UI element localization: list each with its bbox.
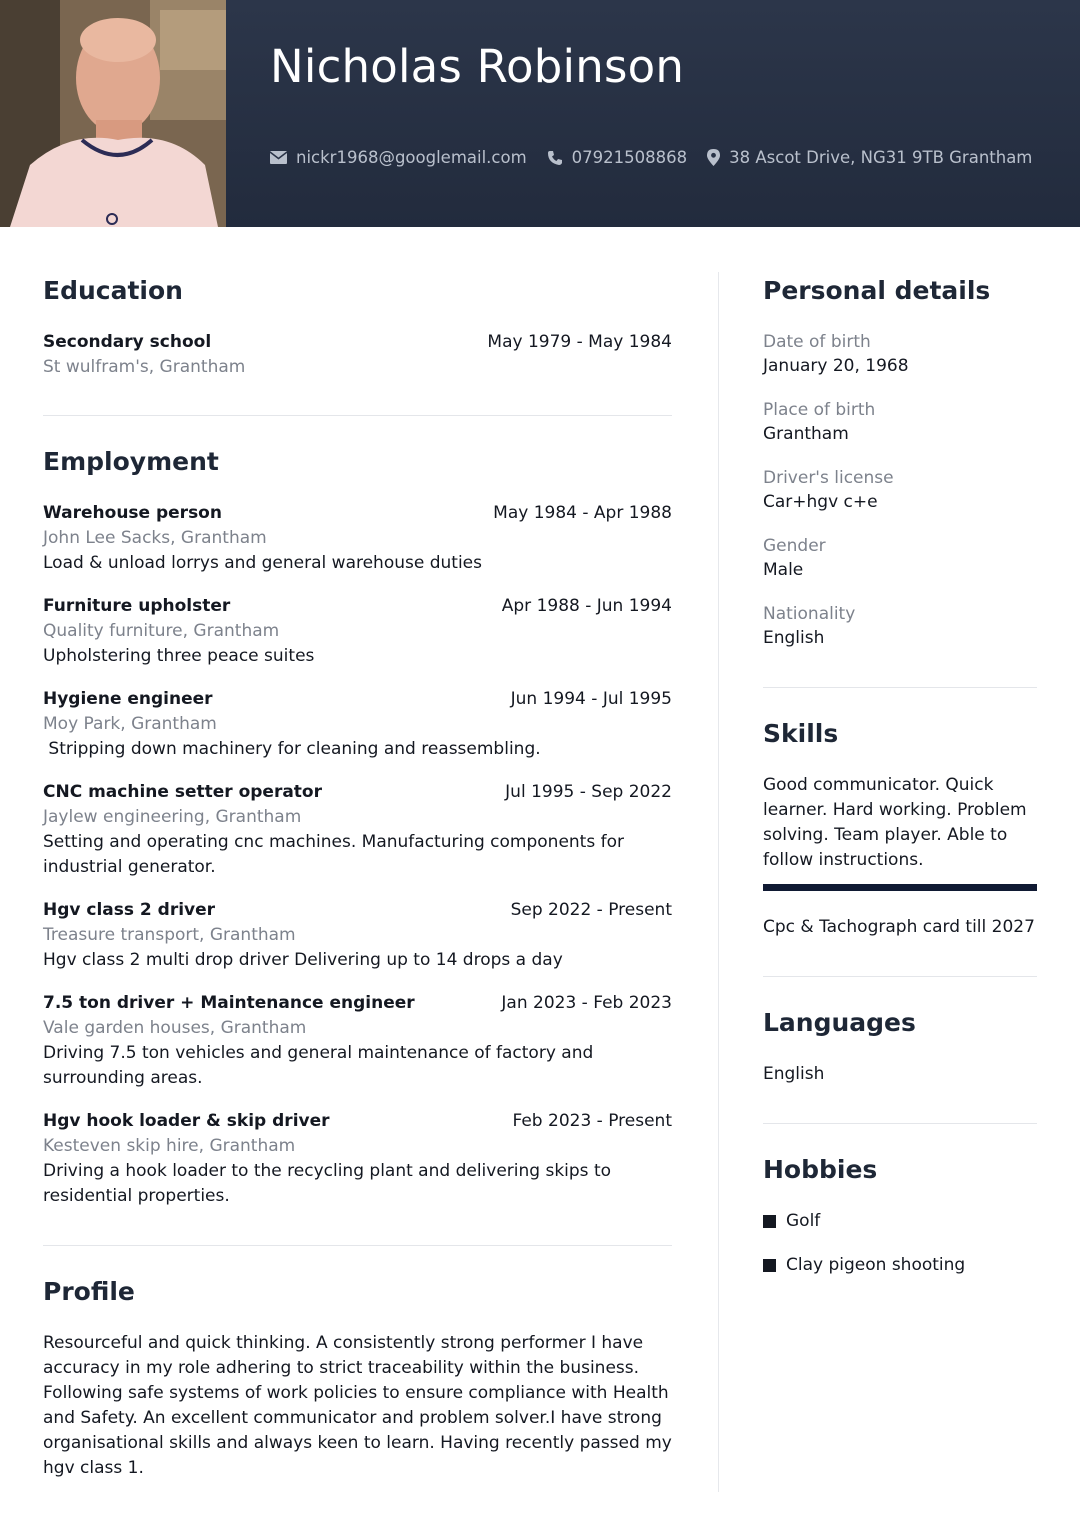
- job-dates: Feb 2023 - Present: [512, 1111, 672, 1131]
- detail-label: Date of birth: [763, 332, 871, 352]
- square-bullet-icon: [763, 1259, 776, 1272]
- job-title: Hgv class 2 driver: [43, 900, 216, 920]
- address-text: 38 Ascot Drive, NG31 9TB Grantham: [729, 148, 1033, 167]
- education-entry: [43, 330, 672, 380]
- job-description: Stripping down machinery for cleaning and reassembling.: [43, 739, 541, 759]
- envelope-icon: [270, 151, 287, 164]
- detail-item: [763, 466, 1037, 515]
- profile-section: [43, 1273, 672, 1481]
- sidebar-column: [763, 272, 1037, 1297]
- detail-item: [763, 398, 1037, 447]
- job-employer: Treasure transport, Grantham: [43, 925, 296, 945]
- job-dates: Apr 1988 - Jun 1994: [501, 596, 672, 616]
- skill-text: Cpc & Tachograph card till 2027: [763, 917, 1035, 937]
- detail-label: Place of birth: [763, 400, 876, 420]
- hobbies-title: Hobbies: [763, 1155, 878, 1184]
- employment-entry: [43, 898, 672, 973]
- contact-row: [270, 148, 1032, 167]
- detail-item: [763, 534, 1037, 583]
- job-dates: Jul 1995 - Sep 2022: [505, 782, 672, 802]
- job-employer: Kesteven skip hire, Grantham: [43, 1136, 296, 1156]
- employment-entry: [43, 1109, 672, 1209]
- job-employer: Vale garden houses, Grantham: [43, 1018, 307, 1038]
- column-divider: [718, 272, 719, 1492]
- languages-title: Languages: [763, 1008, 916, 1037]
- contact-email[interactable]: [270, 148, 527, 167]
- section-divider: [43, 1245, 672, 1246]
- job-description: Driving 7.5 ton vehicles and general maintenance of factory and surrounding areas.: [43, 1043, 594, 1088]
- detail-value: January 20, 1968: [763, 356, 909, 376]
- detail-item: [763, 330, 1037, 379]
- detail-label: Nationality: [763, 604, 856, 624]
- skills-title: Skills: [763, 719, 839, 748]
- detail-value: English: [763, 628, 825, 648]
- square-bullet-icon: [763, 1215, 776, 1228]
- employment-entry: [43, 780, 672, 880]
- hobbies-section: [763, 1151, 1037, 1278]
- education-title: Education: [43, 276, 183, 305]
- main-column: [43, 272, 672, 1481]
- job-employer: Moy Park, Grantham: [43, 714, 217, 734]
- job-description: Driving a hook loader to the recycling plant and delivering skips to residential properties.: [43, 1161, 612, 1206]
- section-divider: [763, 976, 1037, 977]
- section-divider: [43, 415, 672, 416]
- education-entry-dates: May 1979 - May 1984: [487, 332, 672, 352]
- profile-text: Resourceful and quick thinking. A consistently strong performer I have accuracy in my role adhering to strict traceability within the business. Following safe systems of work policies to ensure compliance with Health and Safety. An excellent communicator and problem solver.I have strong organisational skills and always keen to learn. Having recently passed my hgv class 1.: [43, 1333, 672, 1478]
- job-dates: Jan 2023 - Feb 2023: [501, 993, 672, 1013]
- employment-title: Employment: [43, 447, 219, 476]
- personal-details-section: [763, 272, 1037, 688]
- language-item: English: [763, 1064, 825, 1084]
- location-pin-icon: [707, 149, 720, 166]
- person-photo-illustration: [0, 0, 226, 227]
- hobby-label: Clay pigeon shooting: [786, 1255, 966, 1275]
- hobby-label: Golf: [786, 1211, 821, 1231]
- job-title: Hgv hook loader & skip driver: [43, 1111, 330, 1131]
- detail-value: Male: [763, 560, 804, 580]
- section-divider: [763, 687, 1037, 688]
- job-dates: Sep 2022 - Present: [510, 900, 672, 920]
- detail-label: Gender: [763, 536, 826, 556]
- resume-header: [0, 0, 1080, 227]
- skill-level-bar: [763, 884, 1037, 891]
- job-title: Hygiene engineer: [43, 689, 213, 709]
- employment-entry: [43, 594, 672, 669]
- job-description: Load & unload lorrys and general warehouse duties: [43, 553, 482, 573]
- education-section: [43, 272, 672, 416]
- job-description: Setting and operating cnc machines. Manufacturing components for industrial generator.: [43, 832, 624, 877]
- education-entry-title: Secondary school: [43, 332, 212, 352]
- detail-value: Car+hgv c+e: [763, 492, 878, 512]
- employment-entry: [43, 501, 672, 576]
- job-title: CNC machine setter operator: [43, 782, 322, 802]
- job-title: Furniture upholster: [43, 596, 231, 616]
- hobby-item: [763, 1209, 1037, 1234]
- skills-section: [763, 715, 1037, 977]
- email-text: nickr1968@googlemail.com: [296, 148, 527, 167]
- languages-section: [763, 1004, 1037, 1124]
- candidate-name: Nicholas Robinson: [270, 40, 685, 93]
- detail-value: Grantham: [763, 424, 849, 444]
- phone-text: 07921508868: [571, 148, 688, 167]
- job-dates: Jun 1994 - Jul 1995: [510, 689, 672, 709]
- profile-title: Profile: [43, 1277, 135, 1306]
- section-divider: [763, 1123, 1037, 1124]
- personal-details-title: Personal details: [763, 276, 991, 305]
- job-description: Upholstering three peace suites: [43, 646, 315, 666]
- detail-label: Driver's license: [763, 468, 894, 488]
- contact-address: [707, 148, 1032, 167]
- employment-section: [43, 443, 672, 1246]
- hobby-item: [763, 1253, 1037, 1278]
- job-employer: John Lee Sacks, Grantham: [43, 528, 267, 548]
- employment-entry: [43, 991, 672, 1091]
- job-dates: May 1984 - Apr 1988: [493, 503, 672, 523]
- job-employer: Quality furniture, Grantham: [43, 621, 280, 641]
- detail-item: [763, 602, 1037, 651]
- job-title: Warehouse person: [43, 503, 222, 523]
- job-employer: Jaylew engineering, Grantham: [43, 807, 302, 827]
- job-title: 7.5 ton driver + Maintenance engineer: [43, 993, 415, 1013]
- profile-photo: [0, 0, 226, 227]
- employment-entry: [43, 687, 672, 762]
- skill-text: Good communicator. Quick learner. Hard working. Problem solving. Team player. Able to follow instructions.: [763, 775, 1027, 870]
- contact-phone[interactable]: [547, 148, 687, 167]
- job-description: Hgv class 2 multi drop driver Delivering up to 14 drops a day: [43, 950, 563, 970]
- education-entry-place: St wulfram's, Grantham: [43, 357, 246, 377]
- phone-icon: [547, 150, 563, 166]
